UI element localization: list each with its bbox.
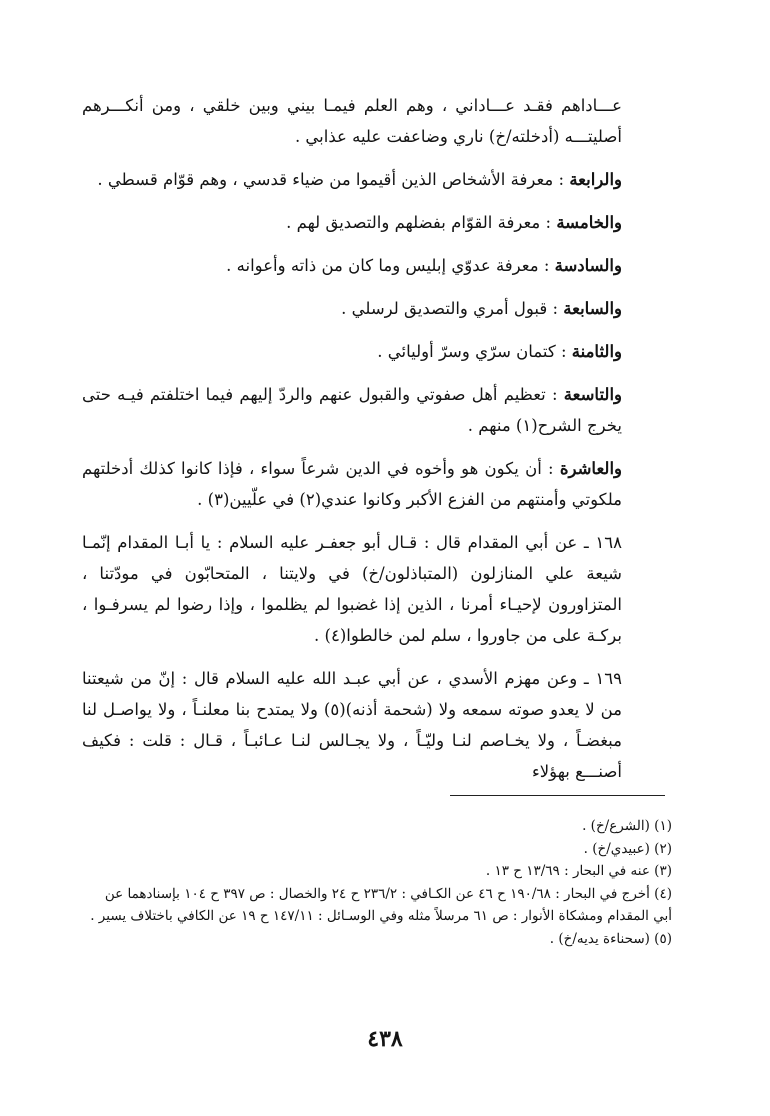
footnote-4: (٤) أخرج في البحار : ١٩٠/٦٨ ح ٤٦ عن الكـافي : ٢٣٦/٢ ح ٢٤ والخصال : ص ٣٩٧ ح ١٠٤ بإسنادهما عن أبي المقدام ومشكاة الأنوار : ص ٦١ مرسلاً مثله وفي الوسـائل : ١٤٧/١١ ح ١٩ عن الكافي باختلاف يسير . (90, 885, 672, 924)
text-8th: : كتمان سرّي وسرّ أوليائي . (377, 342, 567, 361)
paragraph-7th (82, 293, 622, 324)
hadith-169: ١٦٩ ـ وعن مهزم الأسدي ، عن أبي عبـد الله عليه السلام قال : إنّ من شيعتنا من لا يعدو صوته سمعه ولا (شحمة أذنه)(٥) ولا يمتدح بنا معلنـاً ، ولا يواصـل لنا مبغضـاً ، ولا يخـاصم لنـا وليّـاً ، ولا يجـالس لنـا عـائبـاً ، قـال : قلت : فكيف أصنـــع بهؤلاء (82, 669, 622, 781)
paragraph-0: عـــاداهم فقـد عـــاداني ، وهم العلم فيمـا بيني وبين خلقي ، ومن أنكـــرهم أصليتـــه (أدخلته/خ) ناري وضاعفت عليه عذابي . (82, 96, 622, 146)
label-6th: والسادسة (554, 256, 622, 275)
footnote-separator (450, 795, 665, 796)
footnote-1: (١) (الشرع/خ) . (582, 818, 672, 834)
label-9th: والتاسعة (563, 385, 622, 404)
paragraph-4th (82, 164, 622, 195)
paragraph-9th (82, 379, 622, 441)
label-7th: والسابعة (563, 299, 622, 318)
footnote-2: (٢) (عبيدي/خ) . (583, 840, 672, 857)
text-10th: : أن يكون هو وأخوه في الدين شرعاً سواء ، فإذا كانوا كذلك أدخلتهم ملكوتي وأمنتهم من الفزع الأكبر وكانوا عندي(٢) في علّيين(٣) . (82, 459, 622, 509)
paragraph-8th (82, 336, 622, 367)
paragraph-6th (82, 250, 622, 281)
text-4th: : معرفة الأشخاص الذين أقيموا من ضياء قدسي ، وهم قوّام قسطي . (97, 170, 565, 189)
text-5th: : معرفة القوّام بفضلهم والتصديق لهم . (286, 213, 552, 232)
label-4th: والرابعة (569, 170, 622, 189)
hadith-168: ١٦٨ ـ عن أبي المقدام قال : قـال أبو جعفـر عليه السلام : يا أبـا المقدام إنّمـا شيعة علي المنازلون (المتباذلون/خ) في ولايتنا ، المتحابّون في مودّتنا ، المتزاورون لإحيـاء أمرنا ، الذين إذا غضبوا لم يظلموا ، وإذا رضوا لم يسرفـوا ، بركـة على من جاوروا ، سلم لمن خالطوا(٤) . (82, 533, 622, 645)
text-6th: : معرفة عدوّي إبليس وما كان من ذاته وأعوانه . (226, 256, 550, 275)
paragraph-5th (82, 207, 622, 238)
footnote-3: (٣) عنه في البحار : ١٣/٦٩ ح ١٣ . (485, 863, 672, 879)
text-7th: : قبول أمري والتصديق لرسلي . (341, 299, 559, 318)
text-9th: : تعظيم أهل صفوتي والقبول عنهم والردّ إليهم فيما اختلفتم فيـه حتى يخرج الشرح(١) منهم . (82, 385, 622, 435)
label-10th: والعاشرة (559, 459, 623, 478)
label-8th: والثامنة (571, 342, 622, 361)
footnotes (82, 815, 672, 950)
footnote-5: (٥) (سحناءة يديه/خ) . (549, 930, 672, 947)
paragraph-10th (82, 453, 622, 515)
label-5th: والخامسة (556, 213, 622, 232)
main-text (82, 90, 622, 799)
page-number: ٤٣٨ (367, 1026, 403, 1052)
